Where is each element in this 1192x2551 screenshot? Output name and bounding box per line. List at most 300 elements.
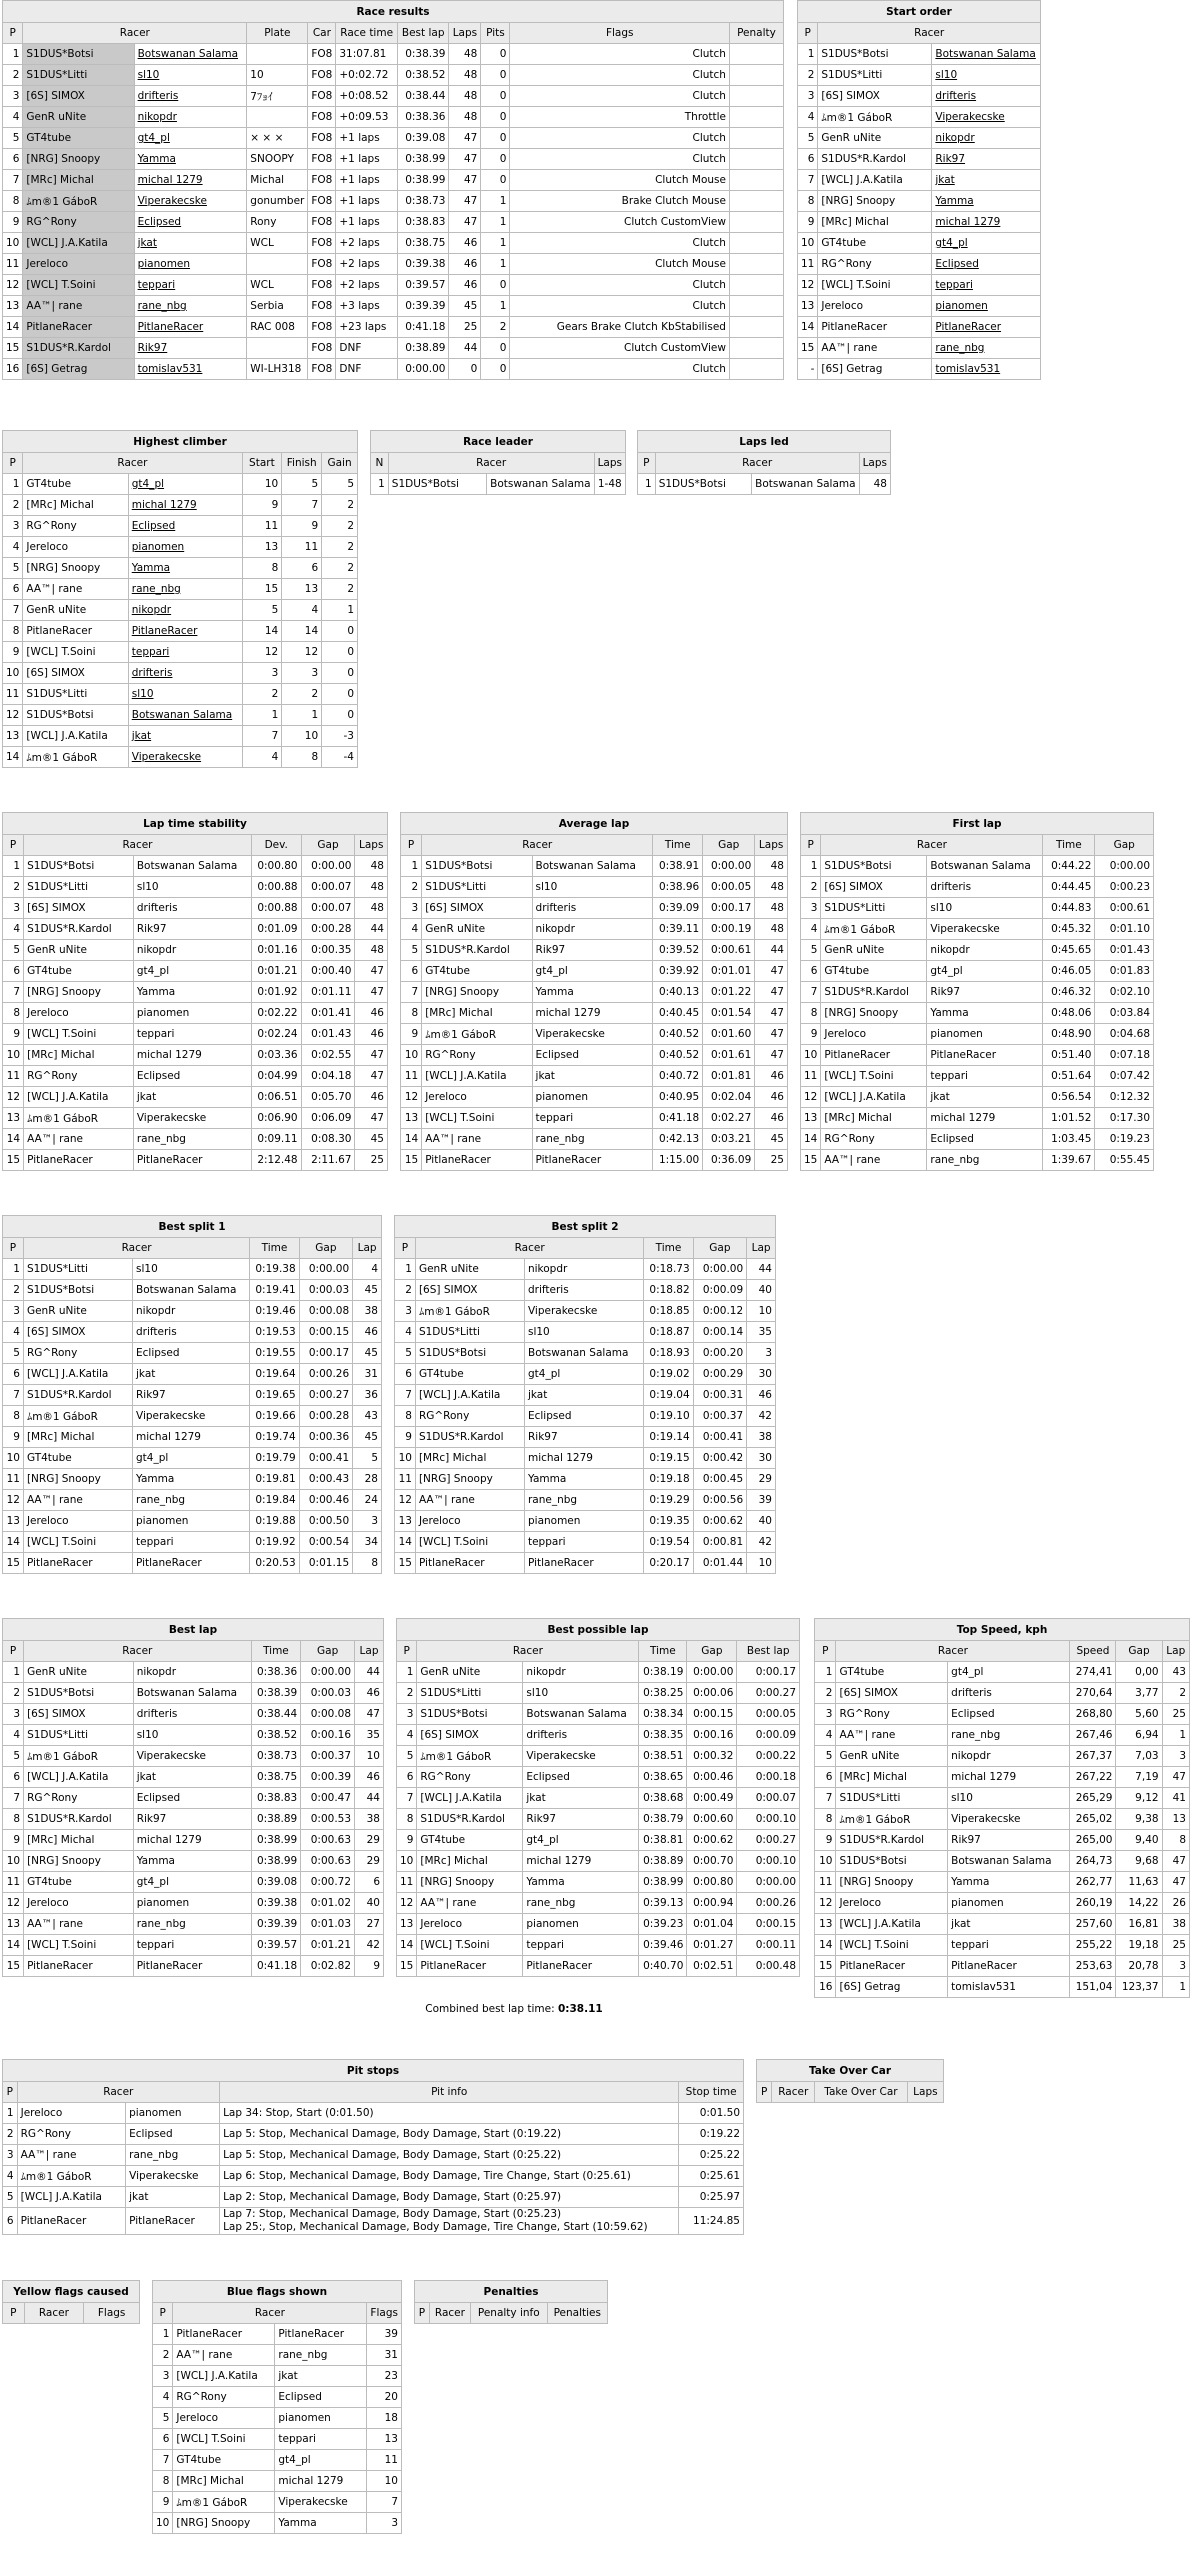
table-cell: 38: [1162, 1914, 1189, 1935]
table-cell: nikopdr: [524, 1259, 643, 1280]
table-row: [3, 149, 784, 170]
col-header: P: [401, 835, 422, 856]
username-cell[interactable]: [128, 516, 242, 537]
table-cell: 0:01.04: [687, 1914, 737, 1935]
table-cell: [729, 44, 783, 65]
table-cell: gt4_pl: [133, 1872, 251, 1893]
table-cell: 0:00.39: [301, 1767, 355, 1788]
table-cell: Throttle: [510, 107, 729, 128]
username-cell[interactable]: [134, 233, 247, 254]
table-row: [401, 877, 788, 898]
table-row: [3, 1935, 384, 1956]
table-cell: 0: [481, 107, 510, 128]
table-cell: 46: [355, 1087, 388, 1108]
table-cell: 0:00.40: [301, 961, 355, 982]
table-row: [401, 856, 788, 877]
top-speed-body: [815, 1662, 1190, 1998]
username-cell[interactable]: [932, 128, 1041, 149]
username-cell[interactable]: [134, 170, 247, 191]
table-cell: × × ×: [247, 128, 308, 149]
table-cell: FO8: [308, 149, 336, 170]
table-cell: 8: [3, 1003, 24, 1024]
table-cell: [247, 44, 308, 65]
username-cell[interactable]: [932, 338, 1041, 359]
racer-cell: GenR uNite: [23, 107, 134, 128]
table-cell: 14: [815, 1935, 836, 1956]
table-cell: 0:02.51: [687, 1956, 737, 1977]
table-cell: 47: [355, 1066, 388, 1087]
username-cell[interactable]: [128, 747, 242, 768]
table-cell: 15: [395, 1553, 416, 1574]
average-lap-table: [400, 812, 788, 1171]
table-cell: 3: [798, 86, 818, 107]
username-link[interactable]: Eclipsed: [131, 520, 176, 532]
username-cell[interactable]: [134, 191, 247, 212]
username-cell[interactable]: [128, 642, 242, 663]
username-link[interactable]: Botswanan Salama: [935, 48, 1036, 60]
table-cell: 5: [282, 474, 322, 495]
username-cell[interactable]: [128, 726, 242, 747]
table-cell: -3: [322, 726, 358, 747]
table-cell: 12: [397, 1893, 417, 1914]
username-link[interactable]: Yamma: [935, 195, 974, 207]
table-cell: FO8: [308, 233, 336, 254]
table-cell: 0:25.61: [679, 2166, 744, 2187]
racer-cell: Jereloco: [23, 1511, 132, 1532]
username-link[interactable]: nikopdr: [137, 111, 177, 123]
username-cell[interactable]: [134, 128, 247, 149]
table-cell: 8: [242, 558, 282, 579]
table-cell: 0:38.99: [251, 1830, 301, 1851]
username-cell[interactable]: [932, 275, 1041, 296]
table-cell: 13: [1162, 1809, 1189, 1830]
username-link[interactable]: pianomen: [131, 541, 185, 553]
best-possible-lap-body: [397, 1662, 800, 1977]
table-cell: 0:00.46: [299, 1490, 352, 1511]
username-cell[interactable]: [932, 107, 1041, 128]
table-row: [3, 212, 784, 233]
table-cell: Clutch: [510, 86, 729, 107]
username-link[interactable]: rane_nbg: [131, 583, 181, 595]
table-cell: Botswanan Salama: [133, 1280, 250, 1301]
table-cell: 0:39.39: [251, 1914, 301, 1935]
table-cell: Clutch: [510, 275, 729, 296]
username-link[interactable]: Rik97: [935, 153, 966, 165]
username-link[interactable]: sl10: [131, 688, 154, 700]
table-cell: 28: [353, 1469, 382, 1490]
table-cell: jkat: [523, 1788, 639, 1809]
col-header: Laps: [355, 835, 388, 856]
table-cell: 6: [153, 2429, 173, 2450]
username-link[interactable]: Eclipsed: [935, 258, 979, 270]
username-cell[interactable]: [134, 317, 247, 338]
username-link[interactable]: nikopdr: [935, 132, 975, 144]
table-row: [3, 2208, 744, 2235]
table-cell: rane_nbg: [133, 1914, 251, 1935]
racer-cell: S1DUS*Botsi: [818, 44, 932, 65]
table-cell: Rik97: [948, 1830, 1070, 1851]
table-cell: 0:00.08: [299, 1301, 352, 1322]
table-cell: 0:00.10: [737, 1809, 800, 1830]
col-header: Best lap: [397, 23, 449, 44]
username-link[interactable]: PitlaneRacer: [131, 625, 198, 637]
table-cell: Eclipsed: [126, 2124, 220, 2145]
table-row: [801, 856, 1154, 877]
table-cell: 46: [353, 1322, 382, 1343]
username-cell[interactable]: [134, 212, 247, 233]
table-cell: [729, 275, 783, 296]
table-cell: 11: [3, 684, 23, 705]
table-cell: teppari: [532, 1108, 653, 1129]
table-cell: 31: [367, 2345, 402, 2366]
racer-cell: [6S] SIMOX: [23, 86, 134, 107]
table-row: [798, 107, 1041, 128]
table-cell: gt4_pl: [927, 961, 1043, 982]
table-cell: 6: [3, 149, 23, 170]
username-link[interactable]: PitlaneRacer: [137, 321, 204, 333]
table-cell: [247, 107, 308, 128]
username-link[interactable]: michal 1279: [935, 216, 1001, 228]
table-cell: 0:00.27: [299, 1385, 352, 1406]
racer-cell: S1DUS*R.Kardol: [417, 1809, 523, 1830]
table-row: [395, 1427, 776, 1448]
best-split-2-table: [394, 1215, 776, 1574]
username-link[interactable]: Viperakecske: [935, 111, 1005, 123]
table-cell: 15: [242, 579, 282, 600]
username-link[interactable]: teppari: [935, 279, 973, 291]
username-cell[interactable]: [932, 254, 1041, 275]
table-cell: 9,40: [1116, 1830, 1162, 1851]
username-link[interactable]: drifteris: [935, 90, 977, 102]
username-cell[interactable]: [134, 275, 247, 296]
table-cell: Clutch: [510, 359, 729, 380]
table-cell: 46: [355, 1024, 388, 1045]
racer-cell: [6S] SIMOX: [415, 1280, 524, 1301]
username-cell[interactable]: [932, 212, 1041, 233]
table-cell: 46: [755, 1108, 788, 1129]
table-row: [3, 44, 784, 65]
table-cell: 0:12.32: [1095, 1087, 1154, 1108]
table-cell: 0:00.29: [693, 1364, 746, 1385]
table-cell: 4: [3, 537, 23, 558]
table-cell: 12: [798, 275, 818, 296]
table-cell: 44: [449, 338, 481, 359]
username-link[interactable]: gt4_pl: [137, 132, 170, 144]
table-cell: 0: [322, 642, 358, 663]
racer-cell: [WCL] J.A.Katila: [23, 233, 134, 254]
table-cell: 0:01.21: [301, 1935, 355, 1956]
table-cell: sl10: [133, 877, 251, 898]
start-order-title: Start order: [798, 1, 1041, 23]
table-cell: 25: [755, 1150, 788, 1171]
table-row: [3, 2166, 744, 2187]
col-header: P: [3, 1641, 24, 1662]
username-cell[interactable]: [932, 317, 1041, 338]
table-cell: [729, 233, 783, 254]
table-cell: 47: [1162, 1851, 1189, 1872]
table-cell: 0:00.61: [703, 940, 755, 961]
table-row: [3, 170, 784, 191]
table-cell: 0:38.73: [251, 1746, 301, 1767]
racer-cell: S1DUS*Botsi: [821, 856, 927, 877]
table-cell: drifteris: [133, 898, 251, 919]
username-link[interactable]: Eclipsed: [137, 216, 182, 228]
racer-cell: S1DUS*Litti: [821, 898, 927, 919]
table-cell: Yamma: [948, 1872, 1070, 1893]
username-cell[interactable]: [134, 86, 247, 107]
table-row: [798, 233, 1041, 254]
racer-cell: [WCL] T.Soini: [422, 1108, 532, 1129]
username-cell[interactable]: [128, 663, 242, 684]
table-row: [401, 1024, 788, 1045]
username-cell[interactable]: [128, 474, 242, 495]
table-cell: 3: [282, 663, 322, 684]
table-row: [3, 1914, 384, 1935]
table-cell: 3: [397, 1704, 417, 1725]
username-cell[interactable]: [932, 296, 1041, 317]
username-link[interactable]: Rik97: [137, 342, 168, 354]
racer-cell: PitlaneRacer: [24, 1956, 134, 1977]
username-cell[interactable]: [128, 600, 242, 621]
username-link[interactable]: tomislav531: [935, 363, 1001, 375]
table-cell: 0:00.03: [299, 1280, 352, 1301]
racer-cell: RG^Rony: [24, 1788, 134, 1809]
table-cell: 8: [395, 1406, 416, 1427]
table-row: [401, 982, 788, 1003]
table-row: [3, 961, 388, 982]
table-cell: 0:00.80: [251, 856, 301, 877]
table-cell: 10: [397, 1851, 417, 1872]
username-cell[interactable]: [134, 149, 247, 170]
username-cell[interactable]: [128, 537, 242, 558]
table-row: [397, 1662, 800, 1683]
racer-cell: Jereloco: [173, 2408, 275, 2429]
col-header: Flags: [367, 2303, 402, 2324]
table-cell: 47: [755, 1024, 788, 1045]
table-cell: gt4_pl: [523, 1830, 639, 1851]
table-cell: FO8: [308, 170, 336, 191]
col-header: Laps: [449, 23, 481, 44]
username-link[interactable]: pianomen: [935, 300, 988, 312]
table-row: [3, 705, 358, 726]
table-row: [395, 1553, 776, 1574]
table-cell: 0:44.83: [1043, 898, 1095, 919]
username-link[interactable]: teppari: [137, 279, 176, 291]
username-link[interactable]: rane_nbg: [137, 300, 187, 312]
table-cell: 1: [401, 856, 422, 877]
racer-cell: AA™| rane: [821, 1150, 927, 1171]
table-cell: 0:00.37: [693, 1406, 746, 1427]
table-cell: 11: [395, 1469, 416, 1490]
racer-cell: [WCL] J.A.Katila: [836, 1914, 948, 1935]
table-cell: 0:00.00: [703, 856, 755, 877]
table-cell: 0:00.03: [301, 1683, 355, 1704]
username-link[interactable]: teppari: [131, 646, 170, 658]
pit-stops-title: Pit stops: [3, 2060, 744, 2082]
table-row: [3, 1683, 384, 1704]
username-link[interactable]: sl10: [935, 69, 958, 81]
username-cell[interactable]: [128, 621, 242, 642]
table-cell: 1: [1162, 1725, 1189, 1746]
table-cell: 0:00.48: [737, 1956, 800, 1977]
table-cell: 0:18.85: [644, 1301, 693, 1322]
username-link[interactable]: Botswanan Salama: [131, 709, 233, 721]
col-header: Racer: [836, 1641, 1070, 1662]
table-cell: 29: [747, 1469, 776, 1490]
username-cell[interactable]: [932, 86, 1041, 107]
username-link[interactable]: drifteris: [131, 667, 173, 679]
username-link[interactable]: jkat: [131, 730, 152, 742]
table-cell: 0:01.22: [703, 982, 755, 1003]
username-cell[interactable]: [128, 705, 242, 726]
col-header: Time: [251, 1641, 301, 1662]
table-cell: 0:01.16: [251, 940, 301, 961]
username-link[interactable]: rane_nbg: [935, 342, 985, 354]
username-cell[interactable]: [128, 495, 242, 516]
table-cell: 0:00.28: [299, 1406, 352, 1427]
table-cell: Eclipsed: [532, 1045, 653, 1066]
table-cell: 0:01.43: [301, 1024, 355, 1045]
table-cell: +1 laps: [336, 170, 398, 191]
table-cell: 5: [353, 1448, 382, 1469]
username-link[interactable]: michal 1279: [137, 174, 203, 186]
table-cell: 4: [401, 919, 422, 940]
username-cell[interactable]: [932, 233, 1041, 254]
racer-cell: ﾑm®1 GáboR: [818, 107, 932, 128]
racer-cell: [NRG] Snoopy: [422, 982, 532, 1003]
col-header: P: [3, 2303, 25, 2324]
table-cell: 3: [1162, 1746, 1189, 1767]
col-header: Race time: [336, 23, 398, 44]
table-cell: 1: [3, 2103, 18, 2124]
username-link[interactable]: Botswanan Salama: [137, 48, 239, 60]
username-cell[interactable]: [932, 65, 1041, 86]
username-link[interactable]: michal 1279: [131, 499, 197, 511]
username-cell[interactable]: [932, 170, 1041, 191]
racer-cell: GenR uNite: [415, 1259, 524, 1280]
table-cell: 8: [3, 621, 23, 642]
table-cell: michal 1279: [133, 1830, 251, 1851]
pit-info-line: Lap 25:, Stop, Mechanical Damage, Body Damage, Tire Change, Start (10:59.62): [223, 2221, 648, 2233]
table-cell: +1 laps: [336, 149, 398, 170]
table-row: [153, 2450, 402, 2471]
table-cell: 48: [355, 898, 388, 919]
racer-cell: S1DUS*Botsi: [24, 1683, 134, 1704]
racer-cell: AA™| rane: [23, 579, 128, 600]
username-cell[interactable]: [932, 191, 1041, 212]
username-link[interactable]: tomislav531: [137, 363, 203, 375]
combined-best-lap-label: Combined best lap time:: [425, 2003, 555, 2015]
table-cell: 0:00.00: [687, 1662, 737, 1683]
username-cell[interactable]: [134, 296, 247, 317]
table-cell: 11,63: [1116, 1872, 1162, 1893]
username-cell[interactable]: [932, 149, 1041, 170]
table-cell: 10: [801, 1045, 821, 1066]
username-link[interactable]: jkat: [137, 237, 157, 249]
username-cell[interactable]: [932, 44, 1041, 65]
col-header: Start: [242, 453, 282, 474]
table-cell: 1: [371, 474, 389, 495]
table-row: [3, 1150, 388, 1171]
table-cell: 35: [355, 1725, 384, 1746]
racer-cell: S1DUS*Botsi: [422, 856, 532, 877]
username-cell[interactable]: [128, 558, 242, 579]
racer-cell: [WCL] T.Soini: [24, 1935, 134, 1956]
table-cell: 0:00.80: [687, 1872, 737, 1893]
table-cell: rane_nbg: [948, 1725, 1070, 1746]
col-header: Gap: [1116, 1641, 1162, 1662]
table-cell: 1: [481, 254, 510, 275]
racer-cell: ﾑm®1 GáboR: [23, 191, 134, 212]
username-cell[interactable]: [134, 44, 247, 65]
table-cell: 0:00.10: [737, 1851, 800, 1872]
racer-cell: ﾑm®1 GáboR: [173, 2492, 275, 2513]
table-cell: 3: [353, 1511, 382, 1532]
table-cell: teppari: [927, 1066, 1043, 1087]
username-link[interactable]: PitlaneRacer: [935, 321, 1002, 333]
racer-cell: RG^Rony: [23, 516, 128, 537]
table-row: [3, 663, 358, 684]
username-cell[interactable]: [134, 338, 247, 359]
table-row: [801, 1150, 1154, 1171]
username-link[interactable]: pianomen: [137, 258, 191, 270]
username-cell[interactable]: [128, 579, 242, 600]
table-cell: 0:18.93: [644, 1343, 693, 1364]
username-cell[interactable]: [134, 65, 247, 86]
table-cell: 0:00.18: [737, 1767, 800, 1788]
pit-info-cell: [220, 2124, 679, 2145]
table-cell: 0:06.09: [301, 1108, 355, 1129]
racer-cell: GenR uNite: [422, 919, 532, 940]
username-cell[interactable]: [134, 107, 247, 128]
table-cell: PitlaneRacer: [532, 1150, 653, 1171]
username-link[interactable]: Viperakecske: [137, 195, 207, 207]
table-cell: PitlaneRacer: [133, 1150, 251, 1171]
table-cell: 0:39.08: [251, 1872, 301, 1893]
table-cell: 46: [355, 1767, 384, 1788]
username-link[interactable]: Yamma: [137, 153, 176, 165]
table-cell: Rik97: [532, 940, 653, 961]
username-cell[interactable]: [134, 254, 247, 275]
username-link[interactable]: Yamma: [131, 562, 171, 574]
table-cell: michal 1279: [927, 1108, 1043, 1129]
username-link[interactable]: gt4_pl: [935, 237, 968, 249]
table-cell: 267,46: [1070, 1725, 1116, 1746]
col-header: Stop time: [679, 2082, 744, 2103]
table-cell: 14: [3, 747, 23, 768]
table-cell: 2: [3, 2124, 18, 2145]
username-link[interactable]: gt4_pl: [131, 478, 165, 490]
table-cell: 0:00.15: [687, 1704, 737, 1725]
username-link[interactable]: jkat: [935, 174, 955, 186]
racer-cell: [MRc] Michal: [821, 1108, 927, 1129]
username-cell[interactable]: [134, 359, 247, 380]
table-cell: DNF: [336, 359, 398, 380]
username-link[interactable]: sl10: [137, 69, 160, 81]
yellow-flags-table: [2, 2280, 140, 2324]
username-cell[interactable]: [128, 684, 242, 705]
username-link[interactable]: Viperakecske: [131, 751, 202, 763]
table-cell: 0: [322, 621, 358, 642]
table-cell: 29: [355, 1830, 384, 1851]
username-link[interactable]: nikopdr: [131, 604, 172, 616]
racer-cell: RG^Rony: [818, 254, 932, 275]
table-cell: Clutch: [510, 65, 729, 86]
username-link[interactable]: drifteris: [137, 90, 179, 102]
username-cell[interactable]: [932, 359, 1041, 380]
racer-cell: S1DUS*Botsi: [388, 474, 486, 495]
racer-cell: ﾑm®1 GáboR: [24, 1108, 134, 1129]
